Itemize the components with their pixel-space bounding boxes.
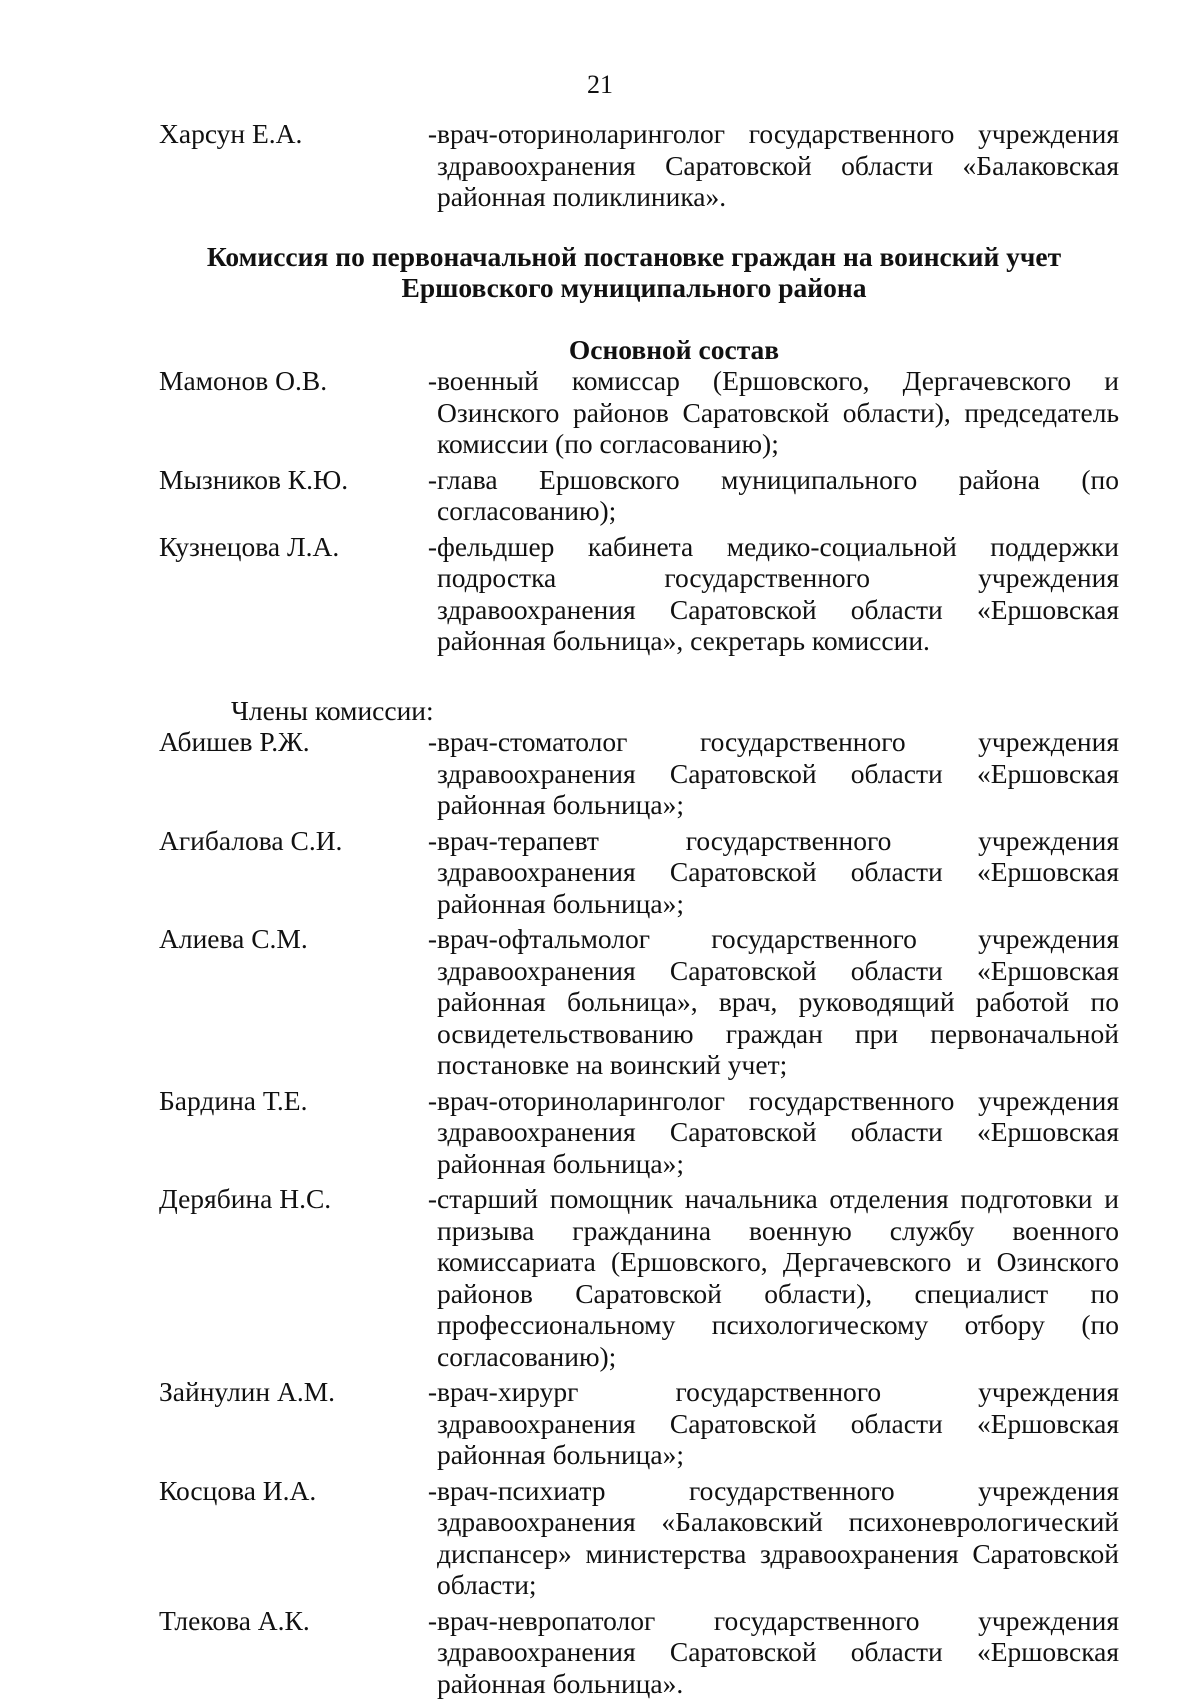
person-description: глава Ершовского муниципального района (по согласованию);	[437, 464, 1119, 527]
person-name: Тлекова А.К.	[159, 1605, 417, 1637]
person-description: врач-стоматолог государственного учреждения здравоохранения Саратовской области «Ершовская районная больница»;	[437, 726, 1119, 821]
entry-dash: -	[417, 1605, 437, 1637]
entry-dash: -	[417, 1475, 437, 1507]
person-name: Мызников К.Ю.	[159, 464, 417, 496]
person-entry	[159, 464, 1119, 527]
person-name: Зайнулин А.М.	[159, 1376, 417, 1408]
entry-dash: -	[417, 923, 437, 955]
person-description: фельдшер кабинета медико-социальной поддержки подростка государственного учреждения здравоохранения Саратовской области «Ершовская районная больница», секретарь комиссии.	[437, 531, 1119, 657]
entry-dash: -	[417, 726, 437, 758]
person-name: Косцова И.А.	[159, 1475, 417, 1507]
person-entry	[159, 825, 1119, 920]
person-name: Кузнецова Л.А.	[159, 531, 417, 563]
person-name: Дерябина Н.С.	[159, 1183, 417, 1215]
document-content	[159, 118, 1119, 1699]
person-description: врач-психиатр государственного учреждения здравоохранения «Балаковский психоневрологический диспансер» министерства здравоохранения Саратовской области;	[437, 1475, 1119, 1601]
person-entry	[159, 1183, 1119, 1372]
person-description: врач-хирург государственного учреждения здравоохранения Саратовской области «Ершовская районная больница»;	[437, 1376, 1119, 1471]
entry-dash: -	[417, 118, 437, 150]
person-name: Агибалова С.И.	[159, 825, 417, 857]
person-name: Харсун Е.А.	[159, 118, 417, 150]
person-entry	[159, 726, 1119, 821]
commission-title-line-2: Ершовского муниципального района	[149, 272, 1119, 304]
entry-dash: -	[417, 1183, 437, 1215]
entry-dash: -	[417, 531, 437, 563]
main-composition-title: Основной состав	[229, 334, 1119, 366]
person-entry	[159, 1085, 1119, 1180]
person-name: Мамонов О.В.	[159, 365, 417, 397]
members-list	[159, 726, 1119, 1699]
entry-dash: -	[417, 825, 437, 857]
person-entry	[159, 1376, 1119, 1471]
main-composition-list	[159, 365, 1119, 657]
person-entry	[159, 1475, 1119, 1601]
entry-dash: -	[417, 1376, 437, 1408]
commission-title	[149, 241, 1119, 304]
person-description: врач-терапевт государственного учреждения здравоохранения Саратовской области «Ершовская районная больница»;	[437, 825, 1119, 920]
person-entry	[159, 1605, 1119, 1699]
person-name: Алиева С.М.	[159, 923, 417, 955]
commission-title-line-1: Комиссия по первоначальной постановке граждан на воинский учет	[149, 241, 1119, 273]
person-description: врач-оториноларинголог государственного учреждения здравоохранения Саратовской области «Ершовская районная больница»;	[437, 1085, 1119, 1180]
person-description: врач-оториноларинголог государственного учреждения здравоохранения Саратовской области «Балаковская районная поликлиника».	[437, 118, 1119, 213]
entry-dash: -	[417, 1085, 437, 1117]
entry-dash: -	[417, 464, 437, 496]
person-description: врач-офтальмолог государственного учреждения здравоохранения Саратовской области «Ершовская районная больница», врач, руководящий работой по освидетельствованию граждан при первоначальной постановке на воинский учет;	[437, 923, 1119, 1081]
person-name: Бардина Т.Е.	[159, 1085, 417, 1117]
person-description: военный комиссар (Ершовского, Дергачевского и Озинского районов Саратовской области), председатель комиссии (по согласованию);	[437, 365, 1119, 460]
person-entry	[159, 118, 1119, 213]
person-entry	[159, 365, 1119, 460]
person-name: Абишев Р.Ж.	[159, 726, 417, 758]
entry-dash: -	[417, 365, 437, 397]
members-label: Члены комиссии:	[231, 695, 1119, 727]
person-description: старший помощник начальника отделения подготовки и призыва гражданина военную службу военного комиссариата (Ершовского, Дергачевского и Озинского районов Саратовской области), специалист по профессиональному психологическому отбору (по согласованию);	[437, 1183, 1119, 1372]
person-entry	[159, 923, 1119, 1081]
page-number: 21	[0, 70, 1200, 100]
person-entry	[159, 531, 1119, 657]
top-entries-list	[159, 118, 1119, 213]
person-description: врач-невропатолог государственного учреждения здравоохранения Саратовской области «Ершовская районная больница».	[437, 1605, 1119, 1699]
